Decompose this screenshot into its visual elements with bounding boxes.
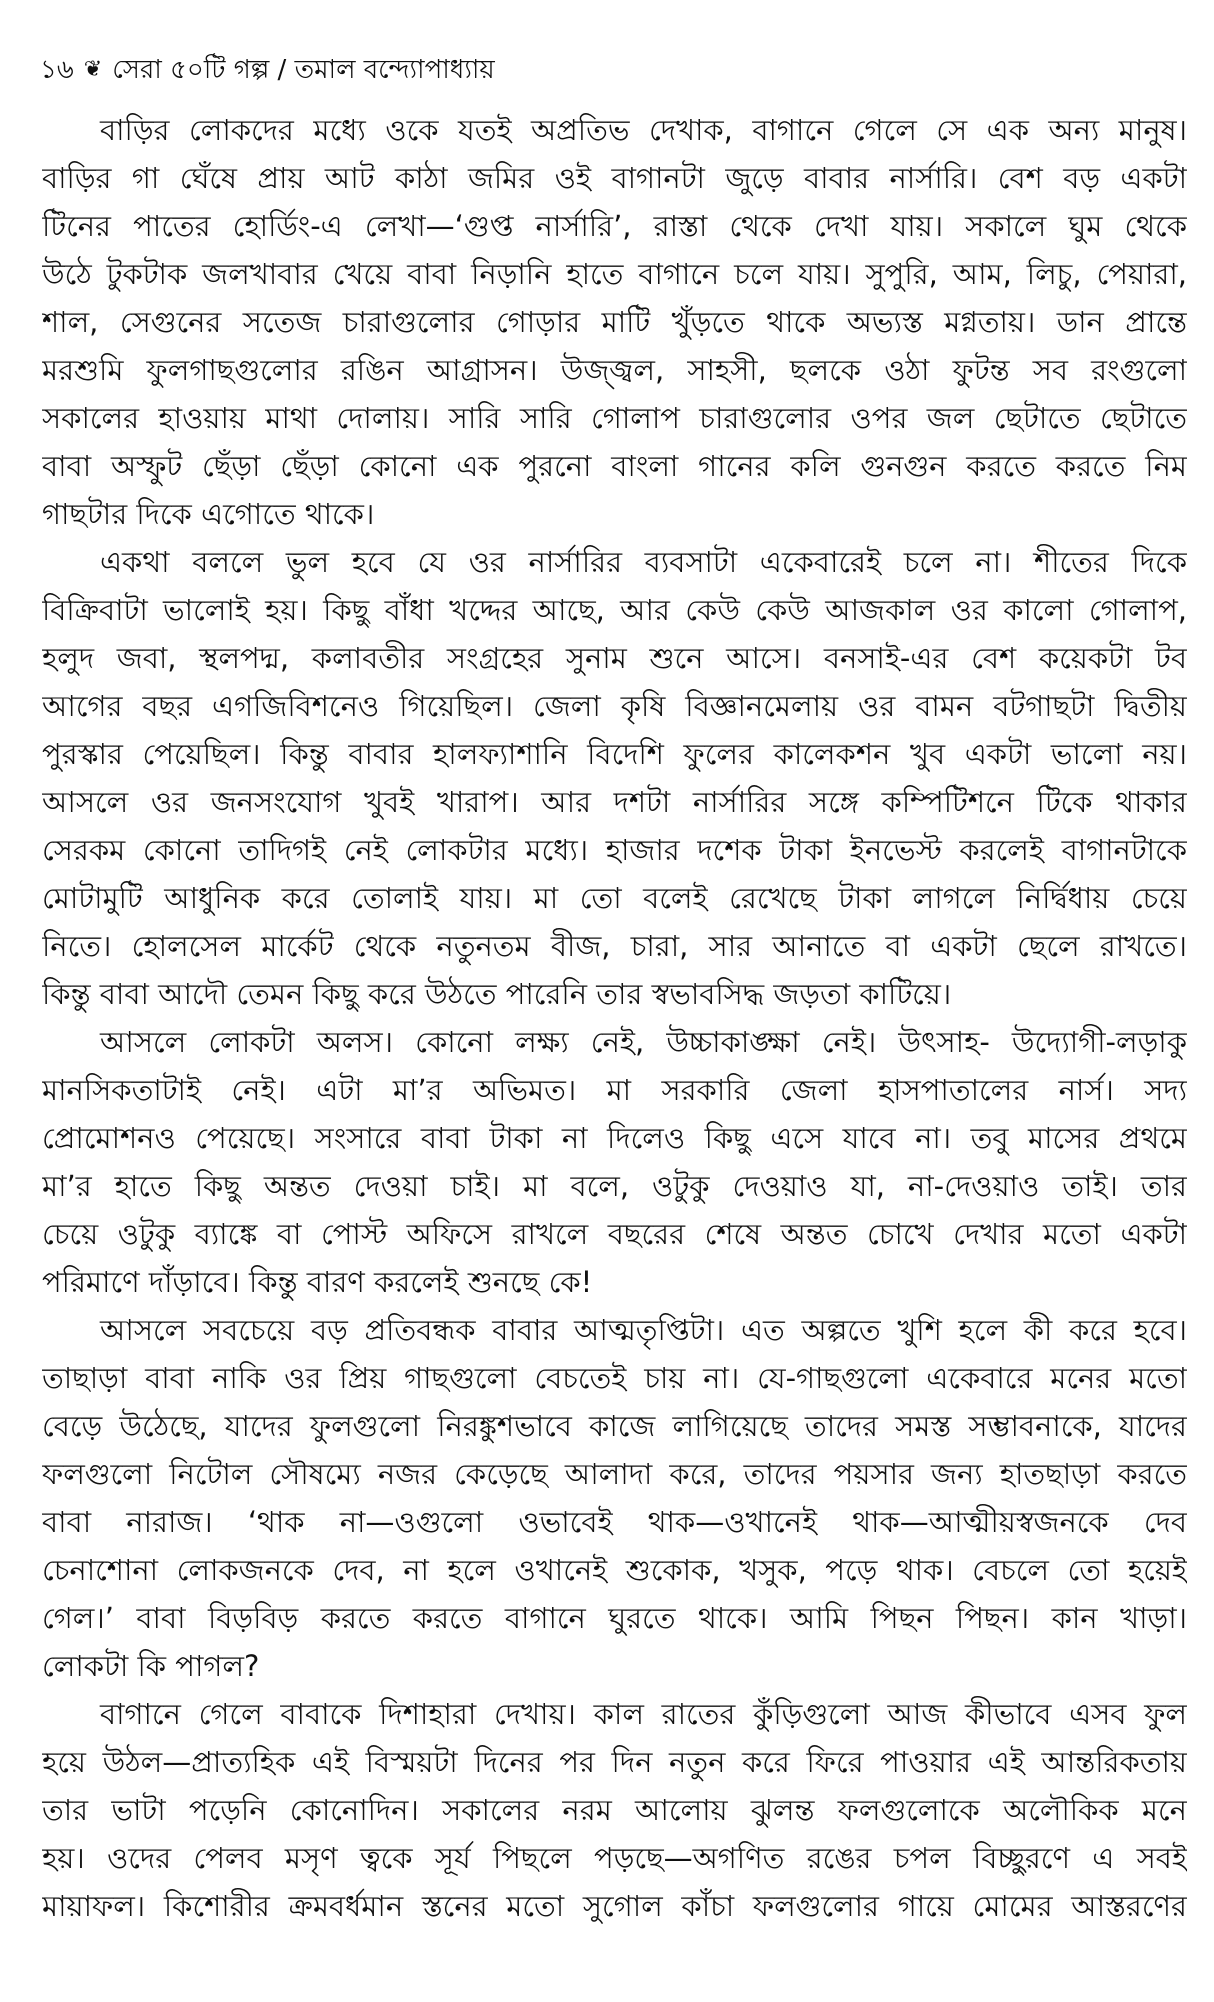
text-line: গাছটার দিকে এগোতে থাকে। bbox=[42, 497, 375, 531]
text-line: তার ভাটা পড়েনি কোনোদিন। সকালের নরম আলোয় ঝুলন্ত ফলগুলোকে অলৌকিক মনে bbox=[42, 1793, 1187, 1827]
paragraph bbox=[42, 1690, 1187, 1930]
text-line: আসলে ওর জনসংযোগ খুবই খারাপ। আর দশটা নার্সারির সঙ্গে কম্পিটিশনে টিকে থাকার bbox=[42, 785, 1187, 819]
text-line: চেয়ে ওটুকু ব্যাঙ্কে বা পোস্ট অফিসে রাখলে বছরের শেষে অন্তত চোখে দেখার মতো একটা bbox=[42, 1217, 1187, 1251]
text-line: টিনের পাতের হোর্ডিং-এ লেখা—‘গুপ্ত নার্সারি’, রাস্তা থেকে দেখা যায়। সকালে ঘুম থেকে bbox=[42, 209, 1187, 243]
paragraph bbox=[42, 106, 1187, 538]
text-line: পরিমাণে দাঁড়াবে। কিন্তু বারণ করলেই শুনছে কে! bbox=[42, 1265, 593, 1299]
text-line: মোটামুটি আধুনিক করে তোলাই যায়। মা তো বলেই রেখেছে টাকা লাগলে নির্দ্বিধায় চেয়ে bbox=[42, 881, 1187, 915]
paragraph bbox=[42, 1306, 1187, 1690]
flower-ornament-icon: ❦ bbox=[83, 57, 103, 82]
paragraph bbox=[42, 1018, 1187, 1306]
running-header bbox=[40, 50, 495, 90]
paragraph bbox=[42, 538, 1187, 1018]
text-line: নিতে। হোলসেল মার্কেট থেকে নতুনতম বীজ, চারা, সার আনাতে বা একটা ছেলে রাখতে। bbox=[42, 929, 1187, 963]
text-line: উঠে টুকটাক জলখাবার খেয়ে বাবা নিড়ানি হাতে বাগানে চলে যায়। সুপুরি, আম, লিচু, পেয়ারা, bbox=[42, 257, 1187, 291]
page-body bbox=[42, 106, 1187, 1930]
text-line: মরশুমি ফুলগাছগুলোর রঙিন আগ্রাসন। উজ্জ্বল, সাহসী, ছলকে ওঠা ফুটন্ত সব রংগুলো bbox=[42, 353, 1187, 387]
text-line: কিন্তু বাবা আদৌ তেমন কিছু করে উঠতে পারেনি তার স্বভাবসিদ্ধ জড়তা কাটিয়ে। bbox=[42, 977, 952, 1011]
text-line: বাড়ির লোকদের মধ্যে ওকে যতই অপ্রতিভ দেখাক, বাগানে গেলে সে এক অন্য মানুষ। bbox=[100, 113, 1187, 147]
text-line: শাল, সেগুনের সতেজ চারাগুলোর গোড়ার মাটি খুঁড়তে থাকে অভ্যস্ত মগ্নতায়। ডান প্রান্তে bbox=[42, 305, 1187, 339]
text-line: লোকটা কি পাগল? bbox=[42, 1649, 260, 1683]
text-line: বাগানে গেলে বাবাকে দিশাহারা দেখায়। কাল রাতের কুঁড়িগুলো আজ কীভাবে এসব ফুল bbox=[100, 1697, 1187, 1731]
text-line: আসলে লোকটা অলস। কোনো লক্ষ্য নেই, উচ্চাকাঙ্ক্ষা নেই। উৎসাহ- উদ্যোগী-লড়াকু bbox=[100, 1025, 1187, 1059]
text-line: হয়ে উঠল—প্রাত্যহিক এই বিস্ময়টা দিনের পর দিন নতুন করে ফিরে পাওয়ার এই আন্তরিকতায় bbox=[42, 1745, 1187, 1779]
page-number: ১৬ bbox=[40, 55, 74, 85]
text-line: সেরকম কোনো তাদিগই নেই লোকটার মধ্যে। হাজার দশেক টাকা ইনভেস্ট করলেই বাগানটাকে bbox=[42, 833, 1187, 867]
text-line: একথা বললে ভুল হবে যে ওর নার্সারির ব্যবসাটা একেবারেই চলে না। শীতের দিকে bbox=[100, 545, 1187, 579]
book-title-author: সেরা ৫০টি গল্প / তমাল বন্দ্যোপাধ্যায় bbox=[112, 55, 495, 85]
text-line: আসলে সবচেয়ে বড় প্রতিবন্ধক বাবার আত্মতৃপ্তিটা। এত অল্পতে খুশি হলে কী করে হবে। bbox=[100, 1313, 1187, 1347]
text-line: সকালের হাওয়ায় মাথা দোলায়। সারি সারি গোলাপ চারাগুলোর ওপর জল ছেটাতে ছেটাতে bbox=[42, 401, 1187, 435]
text-line: মানসিকতাটাই নেই। এটা মা’র অভিমত। মা সরকারি জেলা হাসপাতালের নার্স। সদ্য bbox=[42, 1073, 1187, 1107]
text-line: বাবা নারাজ। ‘থাক না—ওগুলো ওভাবেই থাক—ওখানেই থাক—আত্মীয়স্বজনকে দেব bbox=[42, 1505, 1187, 1539]
text-line: প্রোমোশনও পেয়েছে। সংসারে বাবা টাকা না দিলেও কিছু এসে যাবে না। তবু মাসের প্রথমে bbox=[42, 1121, 1187, 1155]
text-line: চেনাশোনা লোকজনকে দেব, না হলে ওখানেই শুকোক, খসুক, পড়ে থাক। বেচলে তো হয়েই bbox=[42, 1553, 1187, 1587]
text-line: মা’র হাতে কিছু অন্তত দেওয়া চাই। মা বলে, ওটুকু দেওয়াও যা, না-দেওয়াও তাই। তার bbox=[42, 1169, 1187, 1203]
text-line: হলুদ জবা, স্থলপদ্ম, কলাবতীর সংগ্রহের সুনাম শুনে আসে। বনসাই-এর বেশ কয়েকটা টব bbox=[42, 641, 1187, 675]
text-line: গেল।’ বাবা বিড়বিড় করতে করতে বাগানে ঘুরতে থাকে। আমি পিছন পিছন। কান খাড়া। bbox=[42, 1601, 1187, 1635]
text-line: আগের বছর এগজিবিশনেও গিয়েছিল। জেলা কৃষি বিজ্ঞানমেলায় ওর বামন বটগাছটা দ্বিতীয় bbox=[42, 689, 1187, 723]
text-line: বাবা অস্ফুট ছেঁড়া ছেঁড়া কোনো এক পুরনো বাংলা গানের কলি গুনগুন করতে করতে নিম bbox=[42, 449, 1187, 483]
text-line: বাড়ির গা ঘেঁষে প্রায় আট কাঠা জমির ওই বাগানটা জুড়ে বাবার নার্সারি। বেশ বড় একটা bbox=[42, 161, 1187, 195]
text-line: মায়াফল। কিশোরীর ক্রমবর্ধমান স্তনের মতো সুগোল কাঁচা ফলগুলোর গায়ে মোমের আস্তরণের bbox=[42, 1889, 1187, 1923]
text-line: ফলগুলো নিটোল সৌষম্যে নজর কেড়েছে আলাদা করে, তাদের পয়সার জন্য হাতছাড়া করতে bbox=[42, 1457, 1187, 1491]
text-line: পুরস্কার পেয়েছিল। কিন্তু বাবার হালফ্যাশানি বিদেশি ফুলের কালেকশন খুব একটা ভালো নয়। bbox=[42, 737, 1187, 771]
text-line: বিক্রিবাটা ভালোই হয়। কিছু বাঁধা খদ্দের আছে, আর কেউ কেউ আজকাল ওর কালো গোলাপ, bbox=[42, 593, 1187, 627]
text-line: হয়। ওদের পেলব মসৃণ ত্বকে সূর্য পিছলে পড়ছে—অগণিত রঙের চপল বিচ্ছুরণে এ সবই bbox=[42, 1841, 1187, 1875]
text-line: বেড়ে উঠেছে, যাদের ফুলগুলো নিরঙ্কুশভাবে কাজে লাগিয়েছে তাদের সমস্ত সম্ভাবনাকে, যাদের bbox=[42, 1409, 1187, 1443]
text-line: তাছাড়া বাবা নাকি ওর প্রিয় গাছগুলো বেচতেই চায় না। যে-গাছগুলো একেবারে মনের মতো bbox=[42, 1361, 1187, 1395]
